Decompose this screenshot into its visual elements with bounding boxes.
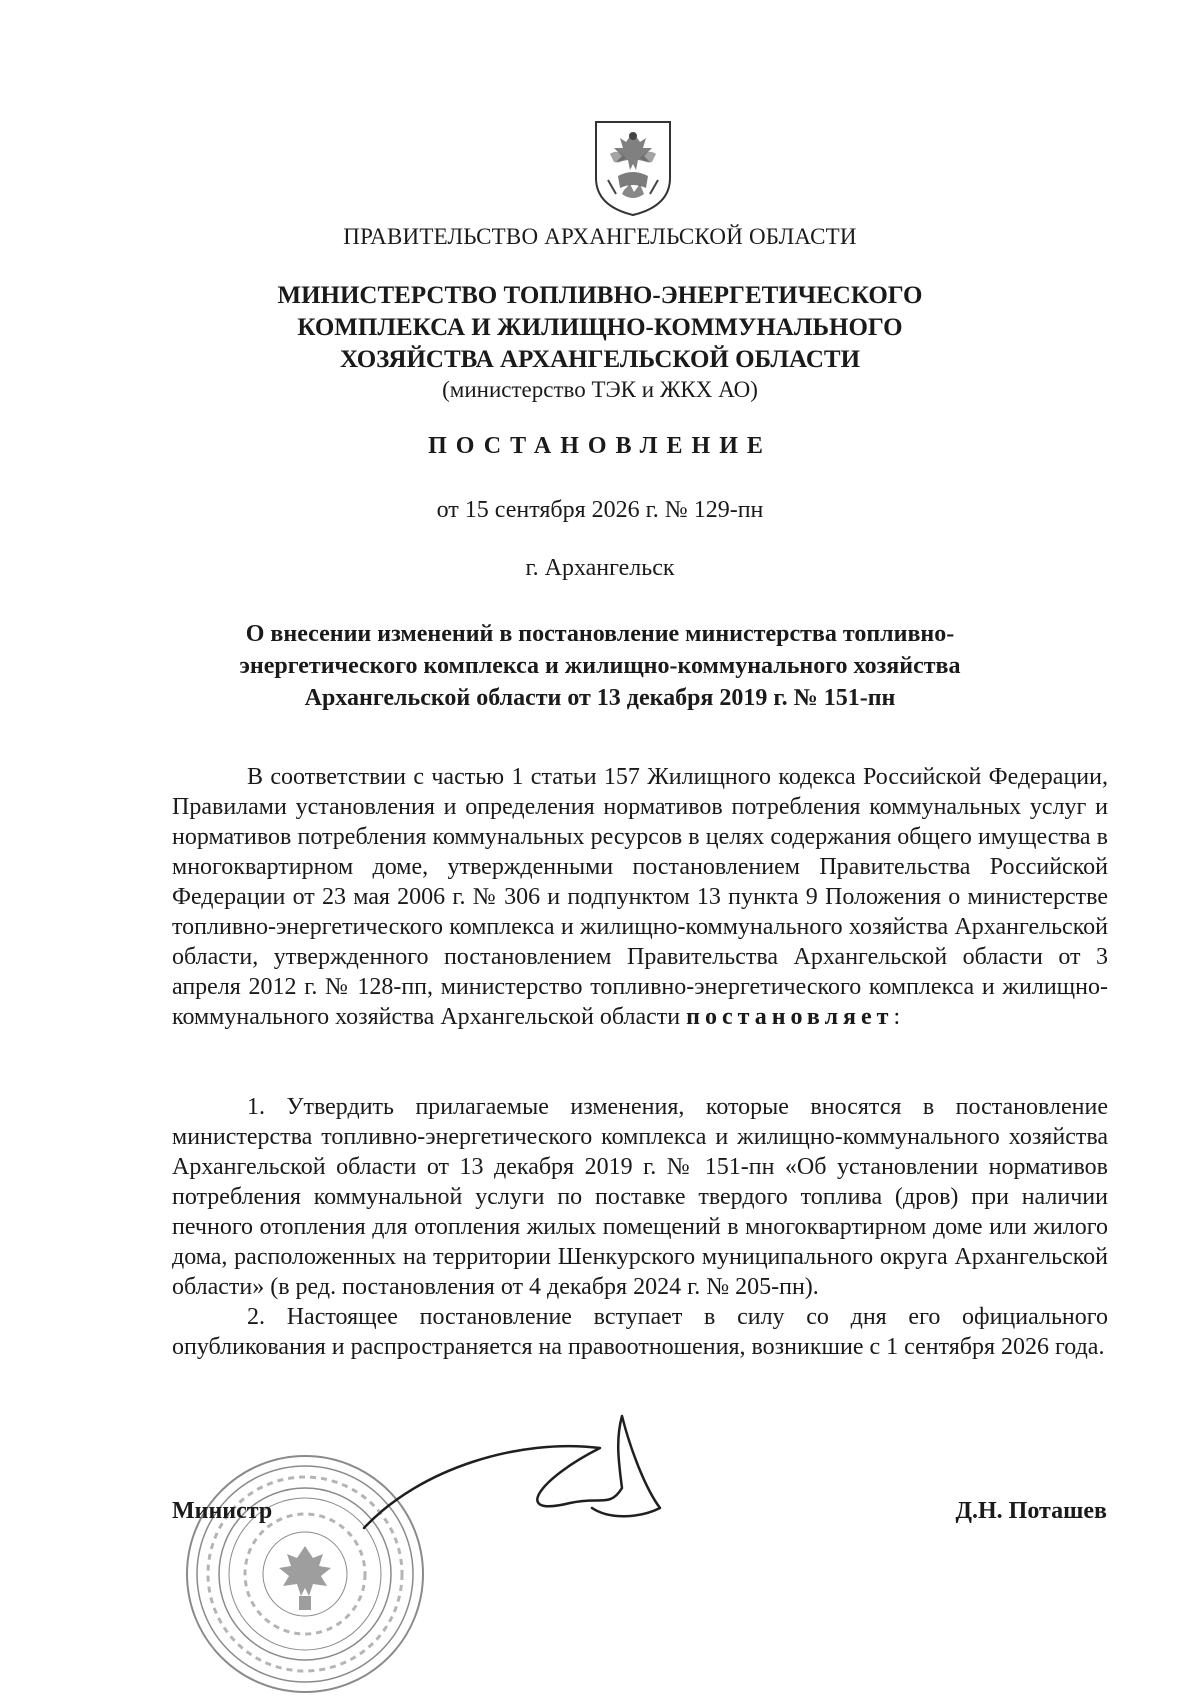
ministry-name-line: МИНИСТЕРСТВО ТОПЛИВНО-ЭНЕРГЕТИЧЕСКОГО: [277, 282, 923, 309]
document-title: [0, 618, 1200, 714]
item-2-text: 2. Настоящее постановление вступает в силу со дня его официального опубликования и распространяется на правоотношения, возникшие с 1 сентября 2026 года.: [172, 1304, 1108, 1360]
decree-word: постановляет: [686, 1004, 894, 1030]
document-title-line: энергетического комплекса и жилищно-коммунального хозяйства: [239, 653, 961, 679]
document-title-line: Архангельской области от 13 декабря 2019 г. № 151-пн: [304, 685, 896, 711]
preamble-paragraph: [172, 762, 1108, 1032]
ministry-name-line: КОМПЛЕКСА И ЖИЛИЩНО-КОММУНАЛЬНОГО: [297, 314, 903, 341]
document-date-number: от 15 сентября 2026 г. № 129-пн: [436, 497, 764, 523]
preamble-text: В соответствии с частью 1 статьи 157 Жилищного кодекса Российской Федерации, Правилами установления и определения нормативов потребления коммунальных услуг и нормативов потребления коммунальных ресурсов в целях содержания общего имущества в многоквартирном доме, утвержденными постановлением Правительства Российской Федерации от 23 мая 2006 г. № 306 и подпунктом 13 пункта 9 Положения о министерстве топливно-энергетического комплекса и жилищно-коммунального хозяйства Архангельской области, утвержденного постановлением Правительства Архангельской области от 3 апреля 2012 г. № 128-пп, министерство топливно-энергетического комплекса и жилищно-коммунального хозяйства Архангельской области: [172, 764, 1108, 1030]
handwritten-signature-icon: [360, 1408, 680, 1558]
arkhangelsk-coat-of-arms-icon: [590, 118, 676, 218]
decree-suffix: :: [893, 1004, 901, 1030]
signatory-position: Министр: [172, 1498, 273, 1524]
document-title-line: О внесении изменений в постановление министерства топливно-: [245, 621, 955, 647]
ministry-name: [0, 280, 1200, 376]
document-city: г. Архангельск: [525, 555, 675, 581]
ministry-name-line: ХОЗЯЙСТВА АРХАНГЕЛЬСКОЙ ОБЛАСТИ: [339, 346, 861, 373]
item-1-paragraph: [172, 1092, 1108, 1302]
item-1-text: 1. Утвердить прилагаемые изменения, которые вносятся в постановление министерства топливно-энергетического комплекса и жилищно-коммунального хозяйства Архангельской области от 13 декабря 2019 г. № 151-пн «Об установлении нормативов потребления коммунальной услуги по поставке твердого топлива (дров) при наличии печного отопления для отопления жилых помещений в многоквартирном доме или жилого дома, расположенных на территории Шенкурского муниципального округа Архангельской области» (в ред. постановления от 4 декабря 2024 г. № 205-пн).: [172, 1094, 1108, 1300]
ministry-short-name: (министерство ТЭК и ЖКХ АО): [442, 377, 758, 402]
signatory-name: Д.Н. Поташев: [955, 1498, 1107, 1524]
document-type: ПОСТАНОВЛЕНИЕ: [428, 433, 772, 459]
government-heading: ПРАВИТЕЛЬСТВО АРХАНГЕЛЬСКОЙ ОБЛАСТИ: [343, 224, 857, 249]
item-2-paragraph: [172, 1302, 1108, 1362]
